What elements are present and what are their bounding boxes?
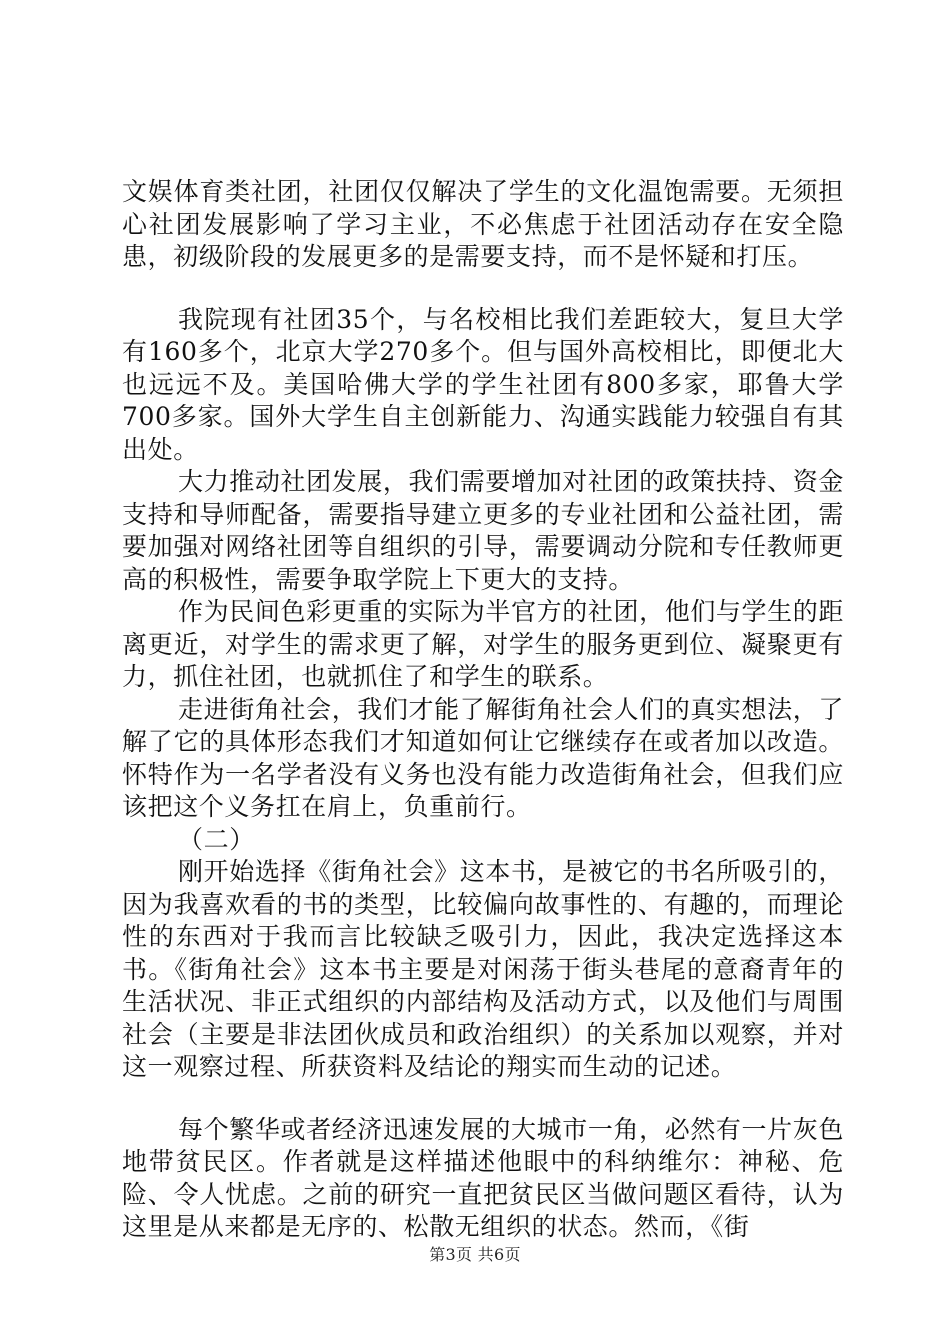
page-footer: 第3页 共6页 xyxy=(429,1245,521,1264)
paragraph-4: 作为民间色彩更重的实际为半官方的社团，他们与学生的距离更近，对学生的需求更了解，对学生的服务更到位、凝聚更有力，抓住社团，也就抓住了和学生的联系。 xyxy=(122,597,844,691)
paragraph-7: 每个繁华或者经济迅速发展的大城市一角，必然有一片灰色地带贫民区。作者就是这样描述他眼中的科纳维尔：神秘、危险、令人忧虑。之前的研究一直把贫民区当做问题区看待，认为这里是从来都是无序的、松散无组织的状态。然而，《街 xyxy=(122,1114,844,1241)
document-body xyxy=(122,176,844,1244)
paragraph-5: 走进街角社会，我们才能了解街角社会人们的真实想法，了解了它的具体形态我们才知道如何让它继续存在或者加以改造。怀特作为一名学者没有义务也没有能力改造街角社会，但我们应该把这个义务扛在肩上，负重前行。 xyxy=(122,694,844,821)
paragraph-6: 刚开始选择《街角社会》这本书，是被它的书名所吸引的，因为我喜欢看的书的类型，比较偏向故事性的、有趣的，而理论性的东西对于我而言比较缺乏吸引力，因此，我决定选择这本书。《街角社会》这本书主要是对闲荡于街头巷尾的意裔青年的生活状况、非正式组织的内部结构及活动方式，以及他们与周围社会（主要是非法团伙成员和政治组织）的关系加以观察，并对这一观察过程、所获资料及结论的翔实而生动的记述。 xyxy=(122,857,844,1081)
paragraph-3: 大力推动社团发展，我们需要增加对社团的政策扶持、资金支持和导师配备，需要指导建立更多的专业社团和公益社团，需要加强对网络社团等自组织的引导，需要调动分院和专任教师更高的积极性，需要争取学院上下更大的支持。 xyxy=(122,467,844,594)
paragraph-1: 文娱体育类社团，社团仅仅解决了学生的文化温饱需要。无须担心社团发展影响了学习主业，不必焦虑于社团活动存在安全隐患，初级阶段的发展更多的是需要支持，而不是怀疑和打压。 xyxy=(122,177,844,271)
section-heading: （二） xyxy=(178,824,255,854)
paragraph-2: 我院现有社团35个，与名校相比我们差距较大，复旦大学有160多个，北京大学270多个。但与国外高校相比，即便北大也远远不及。美国哈佛大学的学生社团有800多家，耶鲁大学700多家。国外大学生自主创新能力、沟通实践能力较强自有其出处。 xyxy=(122,304,844,464)
